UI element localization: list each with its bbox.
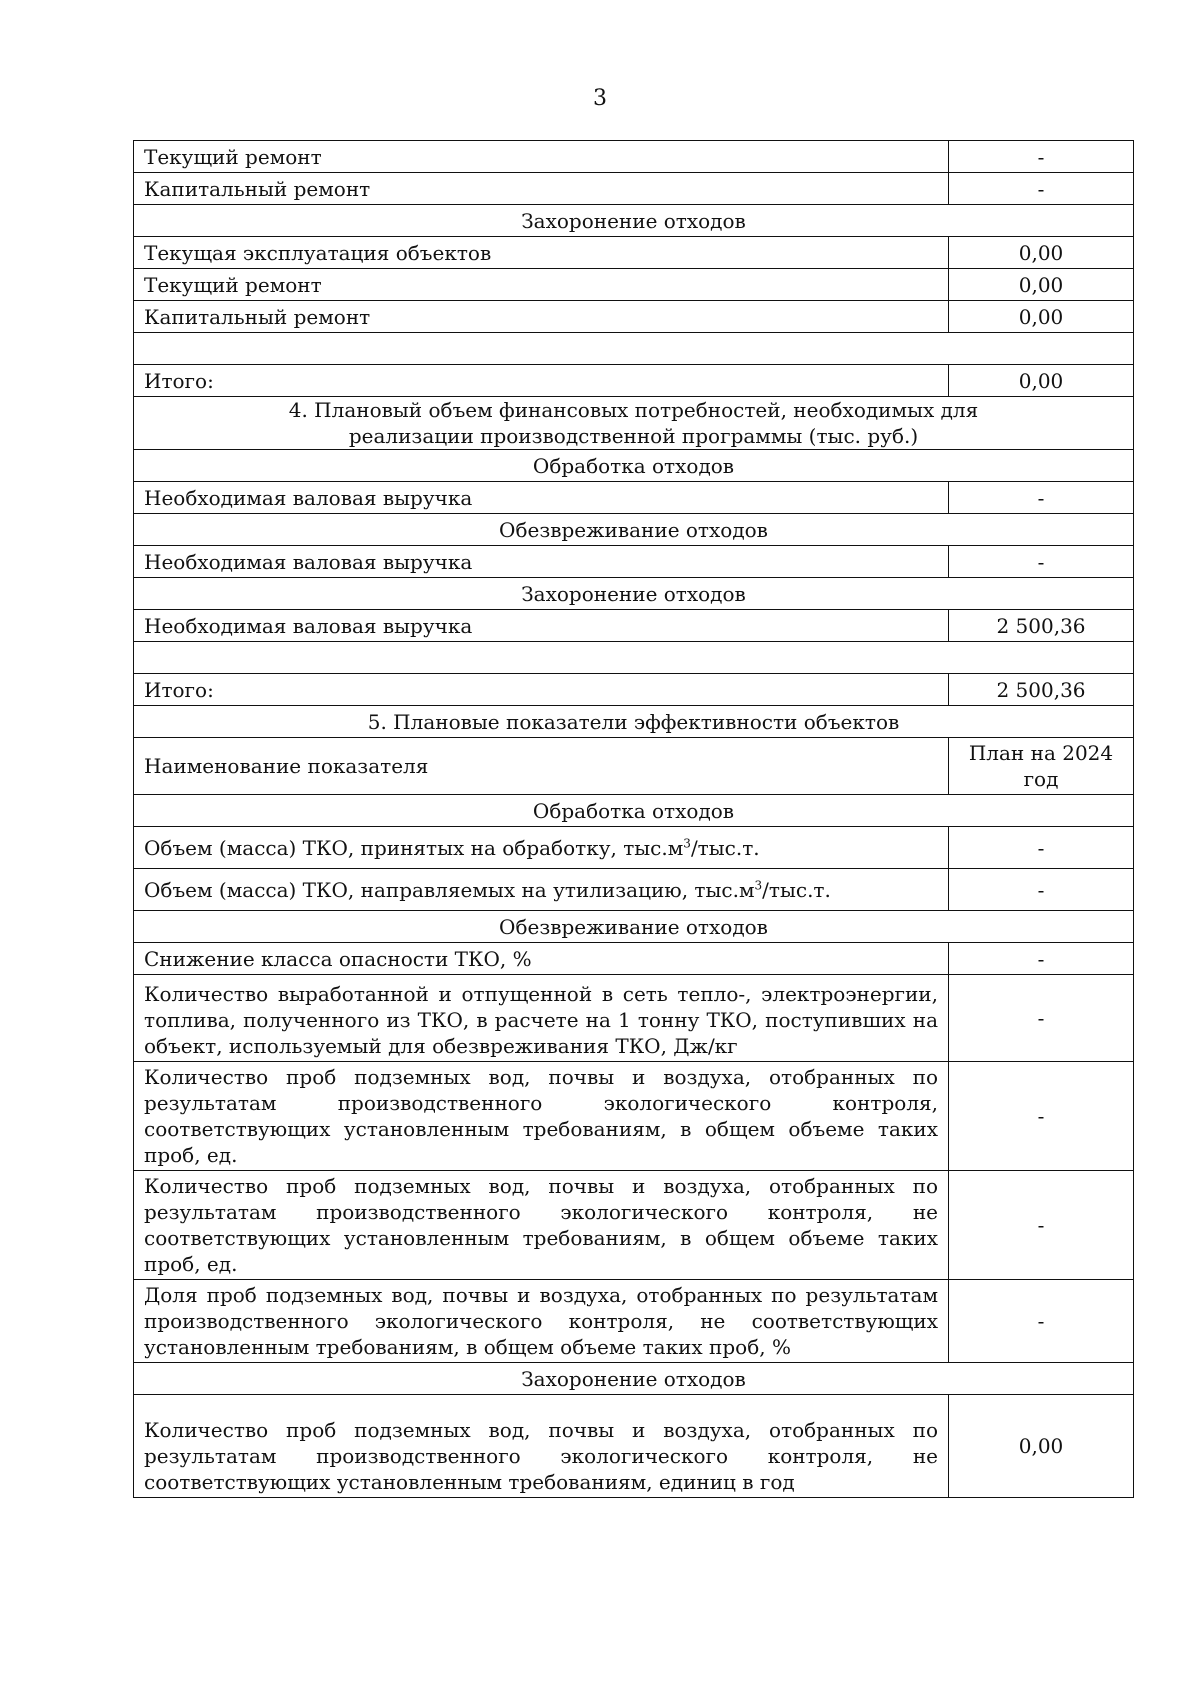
row-value: - <box>949 482 1134 514</box>
empty-row <box>134 333 1134 365</box>
table-row <box>134 943 1134 975</box>
row-label: Количество проб подземных вод, почвы и воздуха, отобранных по результатам производственного экологического контроля, соответствующих установленным требованиям, в общем объеме таких проб, ед. <box>134 1062 949 1171</box>
total-row <box>134 365 1134 397</box>
table-row <box>134 975 1134 1062</box>
section-heading: Обработка отходов <box>134 795 1134 827</box>
table-row <box>134 301 1134 333</box>
row-value: - <box>949 975 1134 1062</box>
row-value: - <box>949 141 1134 173</box>
table-row <box>134 869 1134 911</box>
row-label: Капитальный ремонт <box>134 173 949 205</box>
row-value: - <box>949 827 1134 869</box>
section-heading: Захоронение отходов <box>134 1363 1134 1395</box>
row-label: Количество проб подземных вод, почвы и воздуха, отобранных по результатам производственного экологического контроля, не соответствующих установленным требованиям, в общем объеме таких проб, ед. <box>134 1171 949 1280</box>
row-value: - <box>949 546 1134 578</box>
section-heading: Обработка отходов <box>134 450 1134 482</box>
table-row <box>134 1171 1134 1280</box>
row-label: Доля проб подземных вод, почвы и воздуха, отобранных по результатам производственного экологического контроля, не соответствующих установленным требованиям, в общем объеме таких проб, % <box>134 1280 949 1363</box>
table-row <box>134 141 1134 173</box>
table-row <box>134 482 1134 514</box>
table-row <box>134 546 1134 578</box>
row-label: Текущая эксплуатация объектов <box>134 237 949 269</box>
row-label: Необходимая валовая выручка <box>134 546 949 578</box>
row-value: - <box>949 943 1134 975</box>
section-row <box>134 578 1134 610</box>
row-value: 2 500,36 <box>949 610 1134 642</box>
table-row <box>134 269 1134 301</box>
row-value: 0,00 <box>949 301 1134 333</box>
row-label: Необходимая валовая выручка <box>134 610 949 642</box>
section-row <box>134 397 1134 450</box>
row-value: 0,00 <box>949 237 1134 269</box>
row-label: Объем (масса) ТКО, направляемых на утилизацию, $тыс.м^3/тыс.т$. <box>134 869 949 911</box>
section-heading: 5. Плановые показатели эффективности объектов <box>134 706 1134 738</box>
section-row <box>134 795 1134 827</box>
table-row <box>134 827 1134 869</box>
row-value: 0,00 <box>949 1395 1134 1498</box>
total-label: Итого: <box>134 365 949 397</box>
section-heading: Захоронение отходов <box>134 578 1134 610</box>
section-heading: Обезвреживание отходов <box>134 514 1134 546</box>
section-heading: Обезвреживание отходов <box>134 911 1134 943</box>
total-row <box>134 674 1134 706</box>
row-label: Текущий ремонт <box>134 141 949 173</box>
table-row <box>134 1395 1134 1498</box>
total-value: 0,00 <box>949 365 1134 397</box>
row-label: Объем (масса) ТКО, принятых на обработку, $тыс.м^3/тыс.т$. <box>134 827 949 869</box>
indicators-table <box>133 140 1134 1498</box>
column-header-name: Наименование показателя <box>134 738 949 795</box>
section-heading: 4. Плановый объем финансовых потребностей, необходимых для реализации производственной программы (тыс. руб.) <box>134 397 1134 450</box>
section-row <box>134 514 1134 546</box>
table-row <box>134 1062 1134 1171</box>
table-row <box>134 173 1134 205</box>
row-value: - <box>949 1171 1134 1280</box>
header-row <box>134 738 1134 795</box>
row-label: Необходимая валовая выручка <box>134 482 949 514</box>
row-value: - <box>949 1280 1134 1363</box>
empty-cell <box>134 642 1134 674</box>
section-heading: Захоронение отходов <box>134 205 1134 237</box>
row-label: Количество выработанной и отпущенной в сеть тепло-, электроэнергии, топлива, полученного из ТКО, в расчете на 1 тонну ТКО, поступивших на объект, используемый для обезвреживания ТКО, Дж/кг <box>134 975 949 1062</box>
table-row <box>134 610 1134 642</box>
total-label: Итого: <box>134 674 949 706</box>
row-label: Количество проб подземных вод, почвы и воздуха, отобранных по результатам производственного экологического контроля, не соответствующих установленным требованиям, единиц в год <box>134 1395 949 1498</box>
section-row <box>134 205 1134 237</box>
empty-cell <box>134 333 1134 365</box>
row-label: Снижение класса опасности ТКО, % <box>134 943 949 975</box>
total-value: 2 500,36 <box>949 674 1134 706</box>
page-number: 3 <box>593 86 607 111</box>
row-value: - <box>949 1062 1134 1171</box>
table-row <box>134 1280 1134 1363</box>
column-header-plan: План на 2024 год <box>949 738 1134 795</box>
section-row <box>134 1363 1134 1395</box>
section-row <box>134 450 1134 482</box>
empty-row <box>134 642 1134 674</box>
row-value: - <box>949 869 1134 911</box>
row-value: - <box>949 173 1134 205</box>
section-row <box>134 706 1134 738</box>
section-row <box>134 911 1134 943</box>
table-row <box>134 237 1134 269</box>
row-value: 0,00 <box>949 269 1134 301</box>
row-label: Текущий ремонт <box>134 269 949 301</box>
row-label: Капитальный ремонт <box>134 301 949 333</box>
